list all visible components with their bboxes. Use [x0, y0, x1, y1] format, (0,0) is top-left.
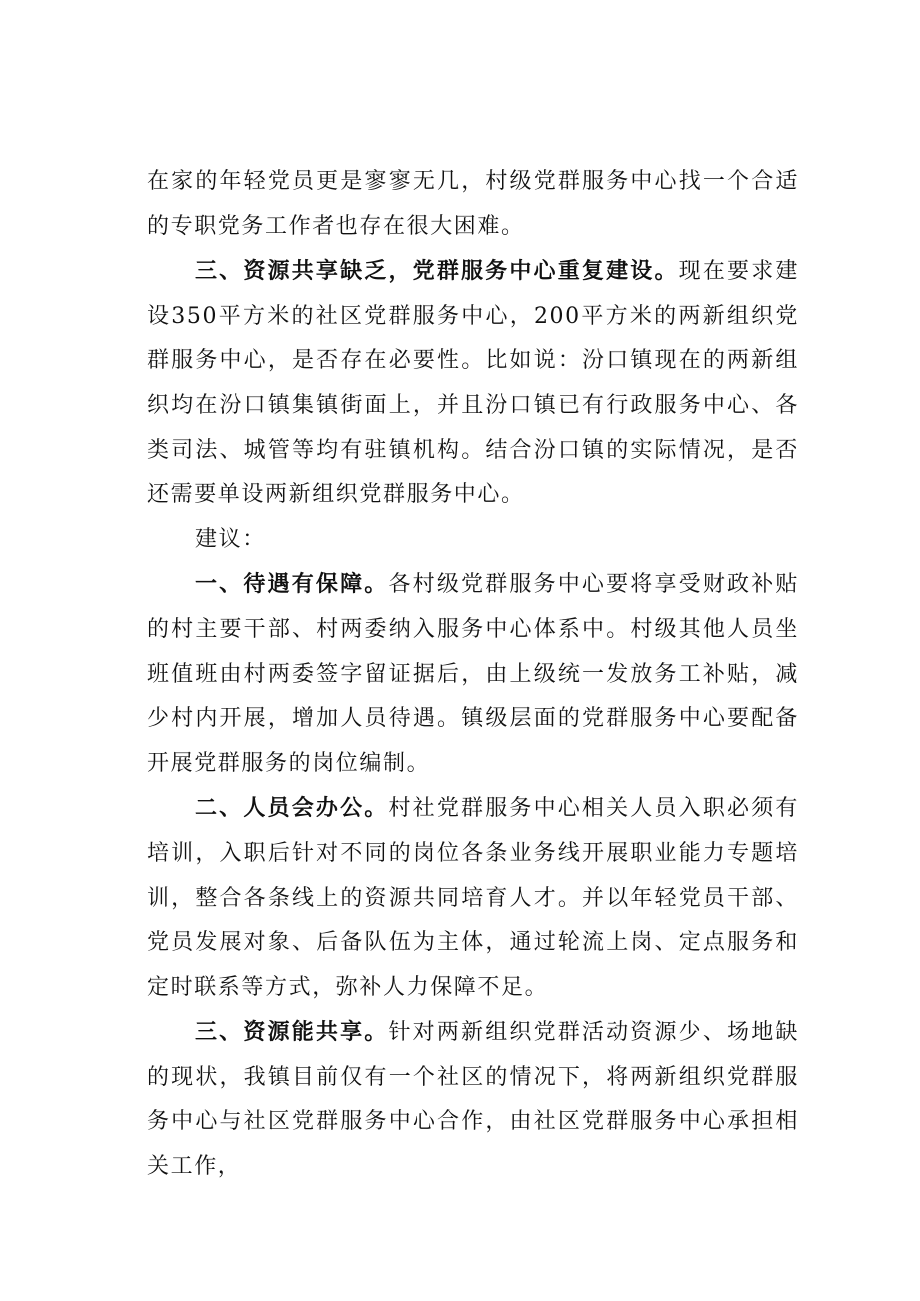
- paragraph-continuation: [147, 160, 799, 249]
- paragraph-heading: 三、资源共享缺乏，党群服务中心重复建设。: [195, 258, 679, 285]
- paragraph-resource-sharing-issue: [147, 249, 799, 518]
- paragraph-suggestion-staffing: [147, 786, 799, 1010]
- paragraph-heading: 一、待遇有保障。: [195, 571, 389, 598]
- paragraph-heading: 二、人员会办公。: [195, 795, 389, 822]
- paragraph-text: 在家的年轻党员更是寥寥无几，村级党群服务中心找一个合适的专职党务工作者也存在很大困难。: [147, 169, 799, 239]
- paragraph-text: 村社党群服务中心相关人员入职必须有培训，入职后针对不同的岗位各条业务线开展职业能力专题培训，整合各条线上的资源共同培育人才。并以年轻党员干部、党员发展对象、后备队伍为主体，通过轮流上岗、定点服务和定时联系等方式，弥补人力保障不足。: [147, 796, 799, 1000]
- paragraph-suggestions-heading: [147, 518, 799, 563]
- paragraph-suggestion-benefits: [147, 562, 799, 786]
- paragraph-text: 建议：: [195, 526, 266, 552]
- paragraph-heading: 三、资源能共享。: [195, 1019, 389, 1046]
- paragraph-text: 针对两新组织党群活动资源少、场地缺的现状，我镇目前仅有一个社区的情况下，将两新组织党群服务中心与社区党群服务中心合作，由社区党群服务中心承担相关工作，: [147, 1020, 799, 1180]
- paragraph-suggestion-resource-sharing: [147, 1010, 799, 1189]
- paragraph-text: 各村级党群服务中心要将享受财政补贴的村主要干部、村两委纳入服务中心体系中。村级其他人员坐班值班由村两委签字留证据后，由上级统一发放务工补贴，减少村内开展，增加人员待遇。镇级层面的党群服务中心要配备开展党群服务的岗位编制。: [147, 572, 799, 776]
- document-body: [147, 160, 799, 1190]
- paragraph-text: 现在要求建设350平方米的社区党群服务中心，200平方米的两新组织党群服务中心，是否存在必要性。比如说：汾口镇现在的两新组织均在汾口镇集镇街面上，并且汾口镇已有行政服务中心、各类司法、城管等均有驻镇机构。结合汾口镇的实际情况，是否还需要单设两新组织党群服务中心。: [147, 259, 799, 508]
